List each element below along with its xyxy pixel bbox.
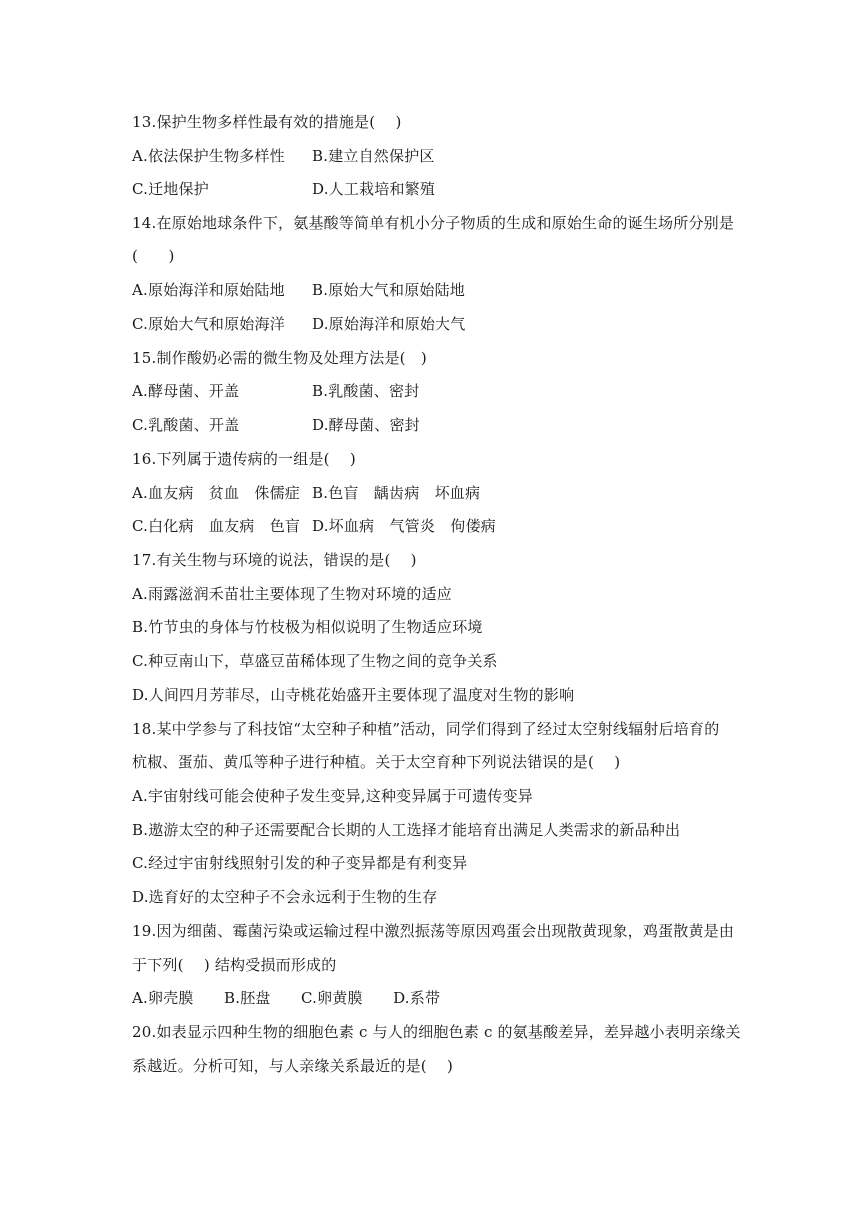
question-13-option-b: B.建立自然保护区 — [312, 147, 435, 165]
question-17-option-d: D.人间四月芳菲尽，山寺桃花始盛开主要体现了温度对生物的影响 — [132, 686, 575, 704]
question-17-stem: 17.有关生物与环境的说法，错误的是( ) — [132, 551, 417, 569]
question-20-stem: 20.如表显示四种生物的细胞色素 c 与人的细胞色素 c 的氨基酸差异，差异越小表明亲缘关 — [132, 1023, 741, 1041]
question-13-option-c: C.迁地保护 — [132, 180, 209, 198]
question-19-stem: 19.因为细菌、霉菌污染或运输过程中激烈振荡等原因鸡蛋会出现散黄现象，鸡蛋散黄是由 — [132, 922, 735, 940]
question-20-stem-cont: 系越近。分析可知，与人亲缘关系最近的是( ) — [132, 1057, 454, 1075]
question-15-option-a: A.酵母菌、开盖 — [132, 382, 240, 400]
question-13-stem: 13.保护生物多样性最有效的措施是( ) — [132, 113, 402, 131]
question-16-option-a: A.血友病 贫血 侏儒症 — [132, 484, 301, 502]
question-14-option-a: A.原始海洋和原始陆地 — [132, 281, 285, 299]
question-18-stem: 18.某中学参与了科技馆“太空种子种植”活动，同学们得到了经过太空射线辐射后培育的 — [132, 720, 720, 738]
question-18-option-d: D.选育好的太空种子不会永远利于生物的生存 — [132, 888, 438, 906]
question-14-option-c: C.原始大气和原始海洋 — [132, 315, 285, 333]
question-14-option-d: D.原始海洋和原始大气 — [312, 315, 466, 333]
question-18-option-c: C.经过宇宙射线照射引发的种子变异都是有利变异 — [132, 854, 468, 872]
question-15-option-d: D.酵母菌、密封 — [312, 416, 420, 434]
question-14-option-b: B.原始大气和原始陆地 — [312, 281, 465, 299]
question-16-option-c: C.白化病 血友病 色盲 — [132, 517, 301, 535]
question-16-option-d: D.坏血病 气管炎 佝偻病 — [312, 517, 496, 535]
question-18-stem-cont: 杭椒、蛋茄、黄瓜等种子进行种植。关于太空育种下列说法错误的是( ) — [132, 753, 621, 771]
question-14-stem: 14.在原始地球条件下，氨基酸等简单有机小分子物质的生成和原始生命的诞生场所分别是 — [132, 214, 735, 232]
question-15-option-c: C.乳酸菌、开盖 — [132, 416, 240, 434]
question-19-stem-cont: 于下列( ) 结构受损而形成的 — [132, 956, 337, 974]
question-17-option-a: A.雨露滋润禾苗壮主要体现了生物对环境的适应 — [132, 585, 453, 603]
question-19-options: A.卵壳膜 B.胚盘 C.卵黄膜 D.系带 — [132, 989, 441, 1007]
question-16-option-b: B.色盲 龋齿病 坏血病 — [312, 484, 481, 502]
question-13-option-a: A.依法保护生物多样性 — [132, 147, 285, 165]
question-13-option-d: D.人工栽培和繁殖 — [312, 180, 436, 198]
question-14-stem-cont: ( ) — [132, 247, 175, 265]
question-15-option-b: B.乳酸菌、密封 — [312, 382, 420, 400]
question-18-option-b: B.遨游太空的种子还需要配合长期的人工选择才能培育出满足人类需求的新品种出 — [132, 821, 681, 839]
question-18-option-a: A.宇宙射线可能会使种子发生变异,这种变异属于可遗传变异 — [132, 787, 533, 805]
question-15-stem: 15.制作酸奶必需的微生物及处理方法是( ) — [132, 349, 427, 367]
question-17-option-c: C.种豆南山下，草盛豆苗稀体现了生物之间的竞争关系 — [132, 652, 498, 670]
question-16-stem: 16.下列属于遗传病的一组是( ) — [132, 450, 356, 468]
question-17-option-b: B.竹节虫的身体与竹枝极为相似说明了生物适应环境 — [132, 618, 483, 636]
